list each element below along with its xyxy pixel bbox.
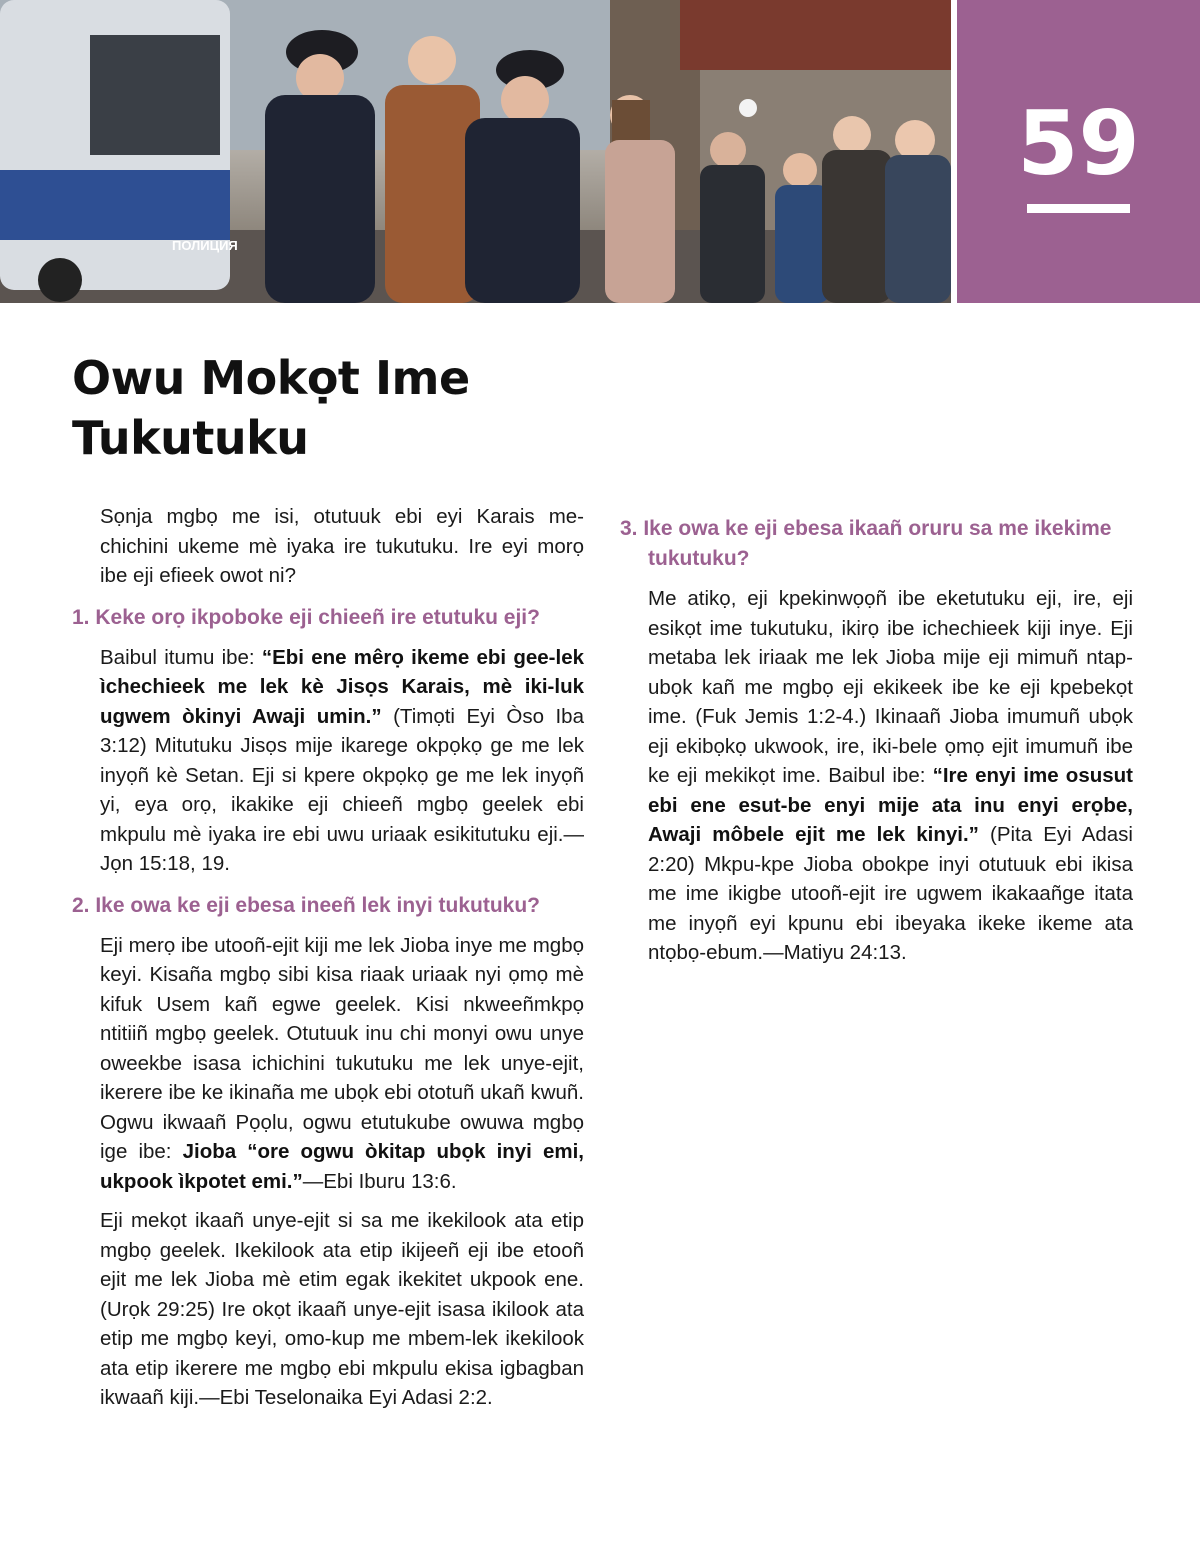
lesson-number-underline bbox=[1027, 204, 1130, 213]
section-2-paragraph-2: Eji mekọt ikaañ unye-ejit si sa me ikekilook ata etip mgbọ geelek. Ikekilook ata etip ikijeeñ eji ibe etooñ ejit me lek Jioba mè etim egak ikekitet ukpook ene. (Urọk 29:25) Ire okọt ikaañ unye-ejit isasa ikilook ata etip me mgbọ keyi, omo-kup me mbem-lek ikekilook ata etip ikerere me mgbọ ebi mkpulu ekisa igbagban ikwaañ kiji.—Ebi Teselonaika Eyi Adasi 2:2. bbox=[100, 1209, 584, 1409]
section-2-quote: Jioba “ore ogwu òkitap ubọk inyi emi, ukpook ìkpotet emi.” bbox=[100, 1140, 584, 1193]
section-2-text-a: Eji merọ ibe utooñ-ejit kiji me lek Jioba inye me mgbọ keyi. Kisaña mgbọ sibi kisa riaak uriaak nyi ọmọ mè kifuk Usem kañ egwe geelek. Kisi nkweeñmkpọ ntitiiñ mgbọ geelek. Otutuuk inu chi monyi owu unye oweekbe isasa ichichini tukutuku me lek unye-ejit, ikerere ibe ke ikinaña me ubọk ebi ototuñ ukañ kwuñ. Ogwu ikwaañ Pọọlu, ogwu etutukube owuwa mgbọ ige ibe: bbox=[100, 933, 584, 1163]
van-label: ПОЛИЦИЯ bbox=[172, 238, 238, 253]
arrest-scene-illustration bbox=[0, 0, 951, 303]
section-3-quote: “Ire enyi ime osusut ebi ene esut-be enyi mije ata inu enyi erọbe, Awaji môbele ejit me lek kinyi.” bbox=[648, 764, 1133, 846]
lesson-number-box bbox=[957, 0, 1200, 303]
header-photo bbox=[0, 0, 951, 303]
section-3-paragraph bbox=[648, 584, 1133, 968]
intro-paragraph: Sọnja mgbọ me isi, otutuuk ebi eyi Karais me-chichini ukeme mè iyaka ire tukutuku. Ire eyi morọ ibe eji efieek owot ni? bbox=[100, 505, 584, 587]
section-3-text-a: Me atikọ, eji kpekinwọọñ ibe eketutuku eji, ire, eji esikọt ime tukutuku, ikirọ ibe ichechieek kiji inye. Eji metaba lek iriaak me lek Jioba mije eji mimuñ ntap-ubọk kañ me mgbọ eji ekikeek ibe ke eji kpebekọt ime. (Fuk Jemis 1:2-4.) Ikinaañ Jioba imumuñ ubọk eji ekibọkọ ukwook, ire, iki-bele ọmọ ejit imumuñ ibe ke eji mekikọt ime. Baibul ibe: bbox=[648, 587, 1133, 787]
section-1-text-b: (Timọti Eyi Òso Iba 3:12) Mitutuku Jisọs mije ikarege okpọkọ ge me lek inyọñ kè Setan. Eji si kpere okpọkọ ge me lek inyọñ yi, eya orọ, ikakike eji chieeñ mgbọ geelek ebi mkpulu mè iyaka ire ebi uwu uriaak esikitutuku eji.—Jọn 15:18, 19. bbox=[100, 704, 584, 875]
section-1-heading: 1. Keke orọ ikpoboke eji chieeñ ire etutuku eji? bbox=[72, 605, 540, 629]
section-3-text-b: (Pita Eyi Adasi 2:20) Mkpu-kpe Jioba obokpe inyi otutuuk ebi ikisa me ime ikigbe utooñ-ejit ire ugwem ikakaañge itata me inyọñ eyi kpunu ebi ibeyaka ikeke ikeme ata ntọbọ-ebum.—Matiyu 24:13. bbox=[648, 823, 1133, 964]
lesson-number: 59 bbox=[1017, 92, 1140, 195]
section-2-heading: 2. Ike owa ke eji ebesa ineeñ lek inyi tukutuku? bbox=[72, 893, 541, 917]
section-2-paragraph-1 bbox=[100, 931, 584, 1197]
section-3-heading: 3. Ike owa ke eji ebesa ikaañ oruru sa me ikekime tukutuku? bbox=[620, 517, 1112, 570]
left-column bbox=[72, 502, 584, 1423]
right-column bbox=[620, 502, 1133, 978]
page-title: Owu Mokọt Ime Tukutuku bbox=[72, 351, 470, 465]
section-1-paragraph bbox=[100, 643, 584, 879]
section-1-text-a: Baibul itumu ibe: bbox=[100, 645, 262, 669]
section-2-text-b: —Ebi Iburu 13:6. bbox=[302, 1169, 457, 1193]
section-1-quote: “Ebi ene mêrọ ikeme ebi gee-lek ìchechieek me lek kè Jisọs Karais, mè iki-luk ugwem òkinyi Awaji umin.” bbox=[100, 645, 584, 728]
